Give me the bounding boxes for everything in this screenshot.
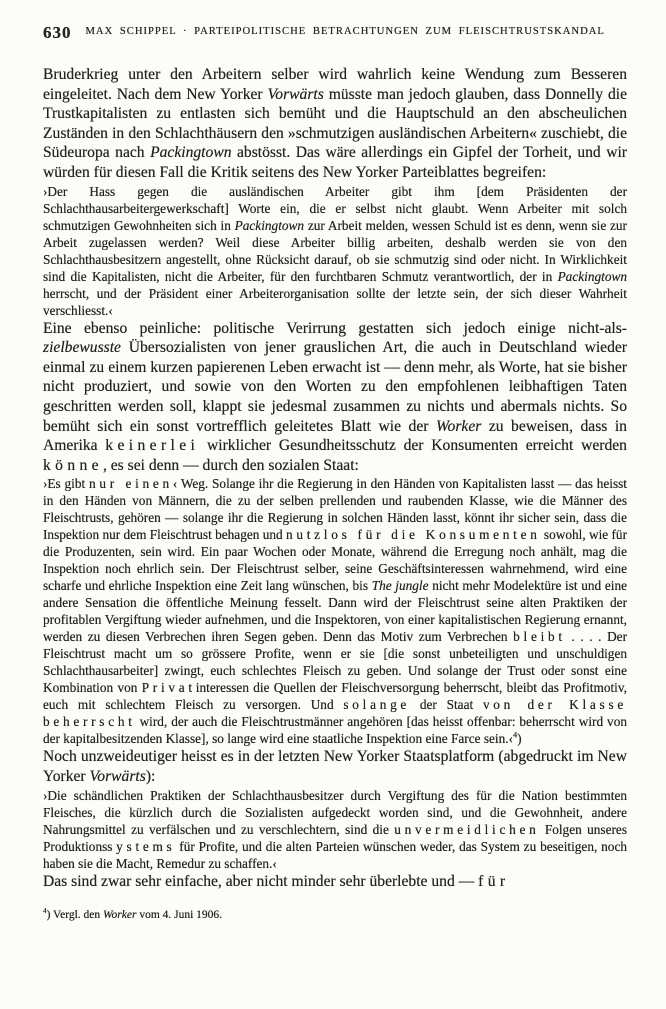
text-segment: nicht mehr Modelektüre ist und eine andere Sensation die öffentliche Meinung fesselt. Dann wird der Fleischtrust seine alten Praktiken der profitablen Vergiftung wieder aufnehmen, und die Inspektoren, von einer kapitalistischen Regierung ernannt, werden zu diesen Verbrechen ihren Segen geben. Denn das Motiv zum Verbrechen bbox=[43, 578, 627, 645]
text-segment: Eine ebenso peinliche: politische Verirrung gestatten sich jedoch einige nicht-als- bbox=[43, 319, 627, 337]
text-segment: ›Die schändlichen Praktiken der Schlachthausbesitzer durch Vergiftung des für die Nation bestimmten Fleisches, die kürzlich durch die Sozialisten aufgedeckt worden sind, und die Gewohnheit, andere Nahrungsmittel zu verfälschen und zu verschlechtern, sind die bbox=[43, 787, 627, 837]
text-segment-spaced: keinerlei bbox=[105, 437, 200, 455]
text-segment: vom 4. Juni 1906. bbox=[136, 909, 223, 922]
text-segment: Bruderkrieg unter den Arbeitern selber wird wahrlich keine Wendung zum Besseren eingeleitet. Nach dem New Yorker bbox=[43, 66, 627, 103]
quote-block bbox=[43, 475, 627, 747]
paragraph-block bbox=[43, 747, 627, 786]
text-segment-sup: 4 bbox=[513, 730, 518, 740]
paragraph-block bbox=[43, 319, 627, 476]
text-segment-spaced: unvermeidlichen bbox=[394, 821, 540, 837]
text-segment-italic: Vorwärts bbox=[89, 767, 146, 785]
running-head-title: MAX SCHIPPEL · PARTEIPOLITISCHE BETRACHTUNGEN ZUM FLEISCHTRUSTSKANDAL bbox=[85, 26, 605, 37]
paragraph-block bbox=[43, 872, 627, 892]
text-segment-spaced: könne bbox=[43, 456, 103, 474]
text-segment-spaced: solange bbox=[343, 697, 411, 713]
text-segment: herrscht, und der Präsident einer Arbeiterorganisation sollte der letzte sein, der sich dieser Wahrheit verschliesst.‹ bbox=[43, 285, 627, 318]
page-number: 630 bbox=[43, 23, 72, 42]
text-segment: ›Der Hass gegen die ausländischen Arbeiter gibt ihm [dem Präsidenten der Schlachthausarbeitergewerkschaft] Worte ein, die er selbst nicht glaubt. Wenn Arbeiter mit solch schmutzigen Gewohnheiten sich in bbox=[43, 183, 627, 233]
text-segment: Folgen unseres Produktions bbox=[43, 821, 627, 854]
text-segment: wirklicher Gesundheitsschutz der Konsumenten erreicht werden bbox=[199, 437, 627, 455]
text-segment-spaced: Privat bbox=[141, 680, 196, 696]
text-segment: ) bbox=[517, 731, 522, 747]
quote-block bbox=[43, 183, 627, 319]
paragraph-block bbox=[43, 65, 627, 183]
text-segment: Übersozialisten von jener grauslichen Art, die auch in Deutschland wieder einmal zu einem kurzen papierenen Leben erwacht ist — denn mehr, als Worte, hat sie bisher nicht produziert, und sowie von den Worten zu den empfohlenen leibhaftigen Taten geschritten werden soll, klappt sie jedesmal zusammen zu nichts und abermals nichts. So bemüht sich ein sonst vortrefflich geleitetes Blatt wie der bbox=[43, 339, 627, 435]
running-header bbox=[43, 24, 627, 41]
text-segment: Das sind zwar sehr einfache, aber nicht minder sehr überlebte und — bbox=[43, 872, 479, 890]
text-segment-italic: Packingtown bbox=[557, 268, 627, 284]
text-segment-sup: 4 bbox=[43, 907, 47, 916]
text-segment: wird, der auch die Fleischtrustmänner angehören [das heisst offenbar: beherrscht wird von der kapitalbesitzenden Klasse], so lange wird eine staatliche Inspektion eine Farce sein.‹ bbox=[43, 714, 627, 747]
text-segment: müsste man jedoch glauben, dass Donnelly die Trustkapitalisten zu entlasten sich bemüht und die Hauptschuld an den abscheulichen Zuständen in den Schlachthäusern den »schmutzigen ausländischen Arbeitern« zuschiebt, die Südeuropa nach bbox=[43, 85, 627, 162]
footnote bbox=[43, 909, 627, 921]
text-segment: ) Vergl. den bbox=[46, 909, 103, 922]
text-segment: Noch unzweideutiger heisst es in der letzten New Yorker Staatsplatform (abgedruckt im New Yorker bbox=[43, 748, 627, 785]
text-segment-spaced: für bbox=[478, 872, 510, 890]
text-segment: sowohl, wie für die Produzenten, sein wird. Ein paar Wochen oder Monate, während die Erregung noch anhält, mag die Inspektion noch ehrlich sein. Der Fleischtrust selber, seine Geschäftsinteressen wahrnehmend, wird eine scharfe und ehrliche Inspektion eine Zeit lang wünschen, bis bbox=[43, 527, 628, 594]
text-segment: für Profite, und die alten Parteien wünschen weder, das System zu beseitigen, noch haben sie die Macht, Remedur zu schaffen.‹ bbox=[43, 838, 627, 871]
text-segment-italic: Worker bbox=[435, 417, 482, 435]
text-segment: abstösst. Das wäre allerdings ein Gipfel der Torheit, und wir würden für diesen Fall die Kritik seitens des New Yorker Parteiblattes begreifen: bbox=[43, 144, 627, 181]
text-segment-italic: Worker bbox=[103, 909, 137, 922]
text-segment: ‹ Weg. Solange ihr die Regierung in den Händen von Kapitalisten lasst — das heisst in den Händen von Männern, die zu der selben prellenden und raubenden Klasse, wie die Männer des Fleischtrusts, gehören — solange ihr die Regierung in solchen Händen lasst, könnt ihr sicher sein, dass die Inspektion nur dem Fleischtrust behagen und bbox=[43, 476, 627, 543]
text-segment: zu beweisen, dass in Amerika bbox=[43, 417, 627, 455]
text-segment-italic: Packingtown bbox=[150, 144, 232, 162]
text-segment-italic: Vorwärts bbox=[267, 85, 324, 103]
text-segment: . . . . Der Fleischtrust macht um so grössere Profite, wenn er sie [die sonst unbeteiligten und unschuldigen Schlachthausarbeiter] zwingt, euch schlechtes Fleisch zu geben. Und solange der Trust oder sonst eine Kombination von bbox=[43, 629, 628, 696]
text-segment: , es sei denn — durch den sozialen Staat: bbox=[102, 456, 359, 474]
text-segment: zur Arbeit melden, wessen Schuld ist es denn, wenn sie zur Arbeit zugelassen werden? Weil diese Arbeiter billig arbeiten, deshalb werden sie von den Schlachthausbesitzern angestellt, ohne Rücksicht darauf, ob sie schmutzig sind oder nicht. In Wirklichkeit sind die Kapitalisten, nicht die Arbeiter, für den furchtbaren Schmutz verantwortlich, der in bbox=[43, 217, 627, 284]
text-segment-spaced: systems bbox=[107, 838, 176, 854]
text-segment-italic: The jungle bbox=[371, 578, 429, 594]
text-segment-italic: zielbewusste bbox=[43, 339, 121, 357]
text-segment: ›Es gibt bbox=[43, 476, 90, 492]
text-segment-spaced: nutzlos für die Konsumenten bbox=[286, 527, 541, 543]
text-segment-spaced: bleibt bbox=[513, 629, 566, 645]
text-segment: ): bbox=[145, 767, 156, 785]
text-segment-spaced: nur einen bbox=[89, 476, 173, 492]
text-segment: interessen die Quellen der Fleischversorgung beherrscht, bleibt das Profitmotiv, euch mit schlechtem Fleisch zu versorgen. Und bbox=[43, 680, 627, 713]
text-segment-italic: Packingtown bbox=[234, 217, 305, 233]
text-segment: der Staat bbox=[410, 697, 483, 713]
text-segment-spaced: von der Klasse beherrscht bbox=[43, 697, 627, 730]
quote-block bbox=[43, 787, 627, 872]
page-body bbox=[43, 65, 627, 891]
